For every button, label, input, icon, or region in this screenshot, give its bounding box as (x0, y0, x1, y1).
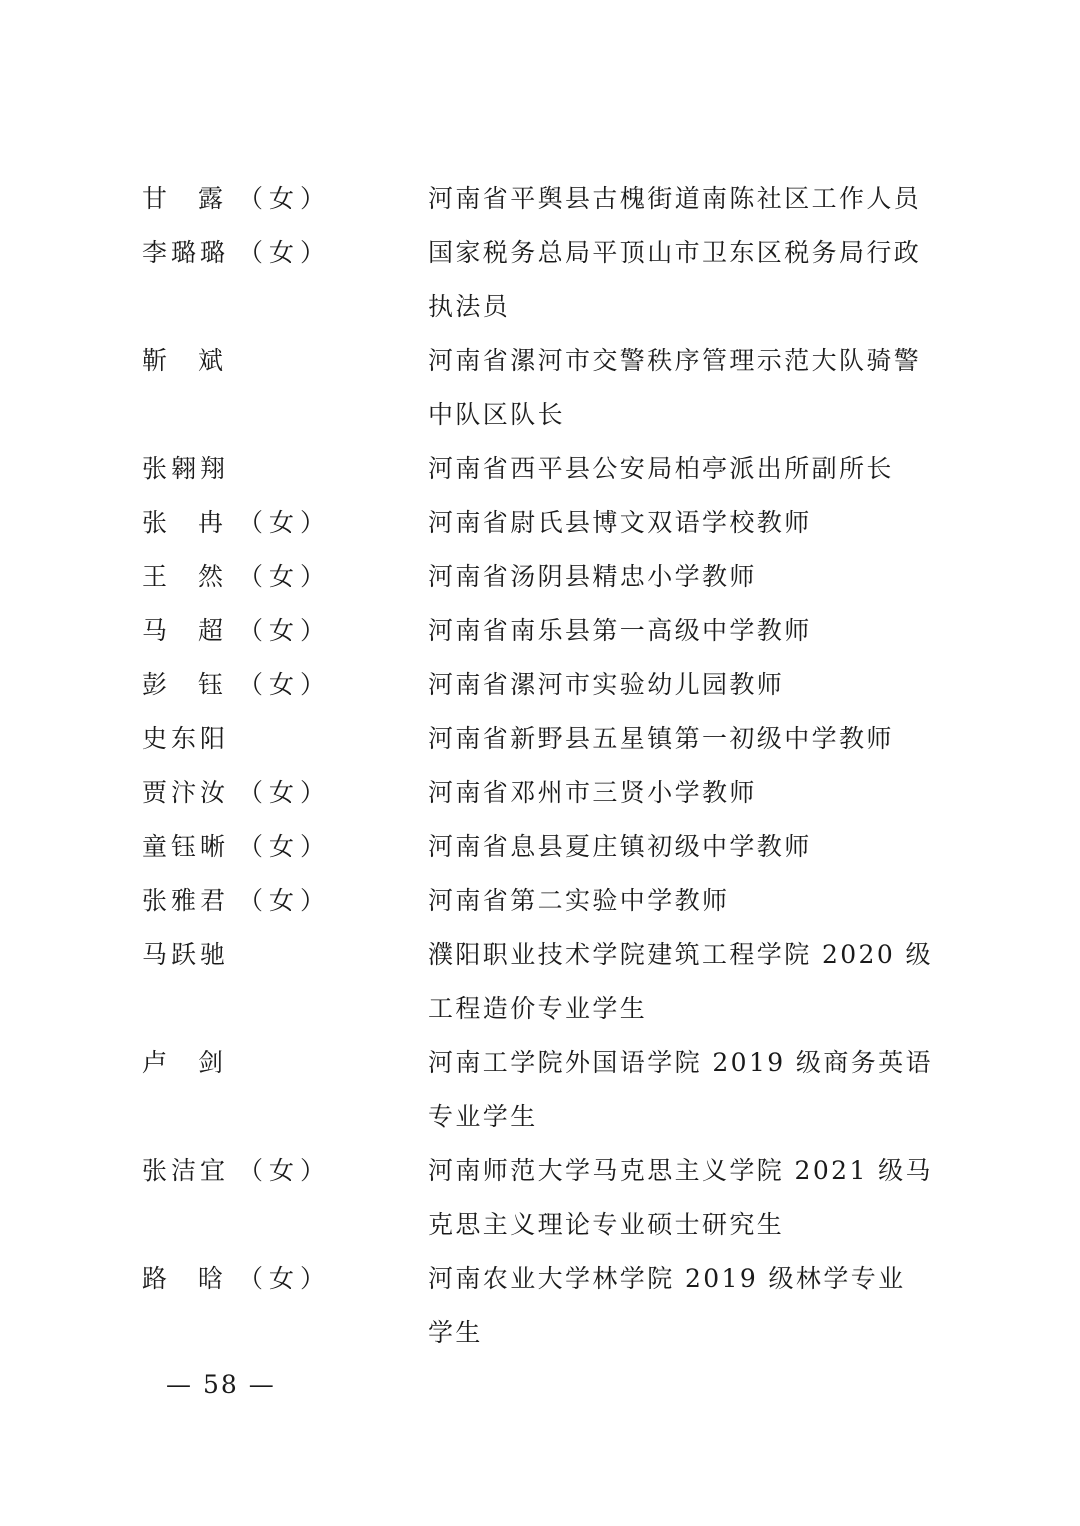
position-description (428, 496, 936, 550)
person-name-cell (142, 172, 428, 226)
person-name: 张雅君 (142, 886, 230, 915)
list-item (0, 820, 1080, 874)
description-line: 濮阳职业技术学院建筑工程学院 2020 级 (428, 940, 933, 969)
description-line: 中队区队长 (428, 400, 566, 429)
description-line: 河南省南乐县第一高级中学教师 (428, 616, 812, 645)
person-name-cell (142, 1252, 428, 1306)
gender-note: （女） (238, 1264, 332, 1293)
person-name: 甘 露 (142, 184, 224, 213)
person-name-cell (142, 334, 428, 388)
person-name: 王 然 (142, 562, 224, 591)
person-name-cell (142, 496, 428, 550)
person-name: 童钰晰 (142, 832, 230, 861)
person-name: 李璐璐 (142, 238, 230, 267)
person-name: 贾汴汝 (142, 778, 230, 807)
description-line: 学生 (428, 1318, 483, 1347)
list-item (0, 604, 1080, 658)
description-line: 河南工学院外国语学院 2019 级商务英语 (428, 1048, 933, 1077)
list-item (0, 1252, 1080, 1360)
person-name: 卢 剑 (142, 1048, 224, 1077)
person-name: 史东阳 (142, 724, 230, 753)
gender-note: （女） (238, 508, 332, 537)
person-name: 彭 钰 (142, 670, 224, 699)
person-name-cell (142, 226, 428, 280)
description-line: 河南省第二实验中学教师 (428, 886, 730, 915)
description-line: 工程造价专业学生 (428, 994, 648, 1023)
person-name-cell (142, 874, 428, 928)
person-name-cell (142, 658, 428, 712)
description-line: 河南省邓州市三贤小学教师 (428, 778, 757, 807)
person-name: 张洁宜 (142, 1156, 230, 1185)
position-description (428, 766, 936, 820)
description-line: 河南师范大学马克思主义学院 2021 级马 (428, 1156, 933, 1185)
description-line: 河南省新野县五星镇第一初级中学教师 (428, 724, 894, 753)
list-item (0, 658, 1080, 712)
list-item (0, 442, 1080, 496)
gender-note: （女） (238, 1156, 332, 1185)
gender-note: （女） (238, 832, 332, 861)
list-item (0, 496, 1080, 550)
person-name: 靳 斌 (142, 346, 224, 375)
position-description (428, 1144, 936, 1252)
list-item (0, 874, 1080, 928)
person-name-cell (142, 820, 428, 874)
person-name-cell (142, 604, 428, 658)
position-description (428, 604, 936, 658)
list-item (0, 226, 1080, 334)
description-line: 河南省西平县公安局柏亭派出所副所长 (428, 454, 894, 483)
description-line: 河南农业大学林学院 2019 级林学专业 (428, 1264, 906, 1293)
list-item (0, 550, 1080, 604)
gender-note: （女） (238, 616, 332, 645)
description-line: 河南省漯河市实验幼儿园教师 (428, 670, 785, 699)
gender-note: （女） (238, 184, 332, 213)
position-description (428, 334, 936, 442)
list-item (0, 1144, 1080, 1252)
list-item (0, 712, 1080, 766)
person-name: 张翱翔 (142, 454, 230, 483)
honoree-list (0, 172, 1080, 1360)
person-name-cell (142, 712, 428, 766)
list-item (0, 334, 1080, 442)
description-line: 河南省尉氏县博文双语学校教师 (428, 508, 812, 537)
person-name-cell (142, 928, 428, 982)
person-name-cell (142, 766, 428, 820)
person-name: 张 冉 (142, 508, 224, 537)
person-name-cell (142, 1036, 428, 1090)
gender-note: （女） (238, 670, 332, 699)
person-name: 马 超 (142, 616, 224, 645)
page-number: — 58 — (166, 1370, 276, 1399)
gender-note: （女） (238, 562, 332, 591)
description-line: 克思主义理论专业硕士研究生 (428, 1210, 785, 1239)
person-name: 路 晗 (142, 1264, 224, 1293)
list-item (0, 766, 1080, 820)
position-description (428, 226, 936, 334)
description-line: 专业学生 (428, 1102, 538, 1131)
person-name-cell (142, 1144, 428, 1198)
position-description (428, 874, 936, 928)
description-line: 河南省漯河市交警秩序管理示范大队骑警 (428, 346, 922, 375)
gender-note: （女） (238, 238, 332, 267)
position-description (428, 172, 936, 226)
position-description (428, 658, 936, 712)
description-line: 河南省平舆县古槐街道南陈社区工作人员 (428, 184, 922, 213)
list-item (0, 172, 1080, 226)
description-line: 河南省汤阴县精忠小学教师 (428, 562, 757, 591)
gender-note: （女） (238, 886, 332, 915)
gender-note: （女） (238, 778, 332, 807)
position-description (428, 550, 936, 604)
list-item (0, 928, 1080, 1036)
person-name: 马跃驰 (142, 940, 230, 969)
position-description (428, 712, 936, 766)
position-description (428, 442, 936, 496)
person-name-cell (142, 442, 428, 496)
description-line: 河南省息县夏庄镇初级中学教师 (428, 832, 812, 861)
description-line: 执法员 (428, 292, 511, 321)
person-name-cell (142, 550, 428, 604)
position-description (428, 1036, 936, 1144)
description-line: 国家税务总局平顶山市卫东区税务局行政 (428, 238, 922, 267)
list-item (0, 1036, 1080, 1144)
position-description (428, 928, 936, 1036)
position-description (428, 820, 936, 874)
position-description (428, 1252, 936, 1360)
